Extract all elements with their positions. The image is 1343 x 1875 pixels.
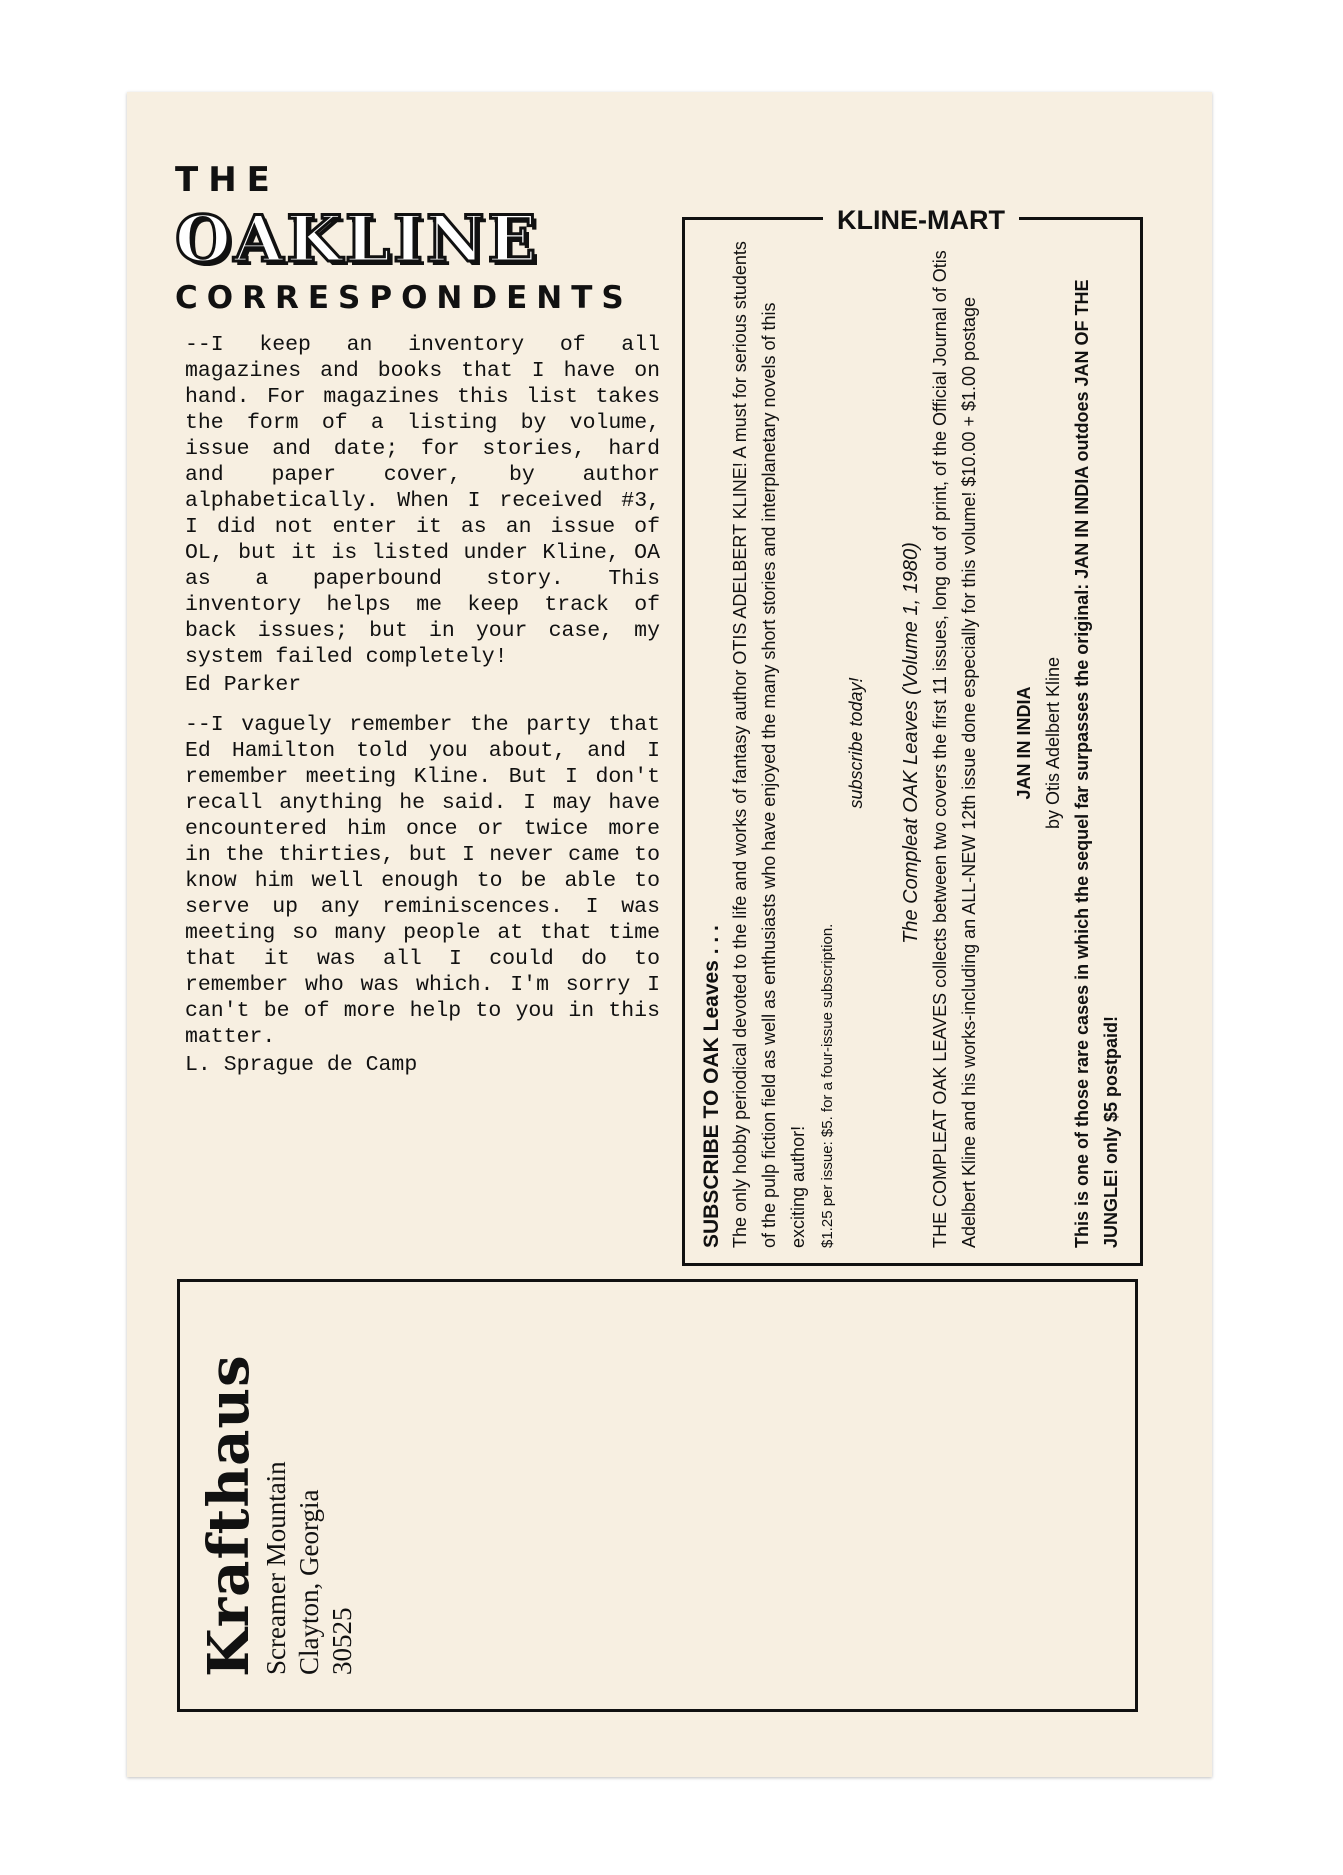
- subscribe-section: [697, 238, 871, 1248]
- address-line: Clayton, Georgia: [294, 1489, 324, 1675]
- jan-body: This is one of those rare cases in which the sequel far surpasses the original: JAN IN INDIA outdoes JAN OF THE JUNGLE! only $5 postpaid!: [1072, 279, 1121, 1248]
- title-correspondents: CORRESPONDENTS: [175, 280, 633, 316]
- letter-text: --I vaguely remember the party that Ed Hamilton told you about, and I remember meeting Kline. But I don't recall anything he said. I may have encountered him once or twice more in the thirties, but I never came to know him well enough to be able to serve up any reminiscences. I was meeting so many people at that time that it was all I could do to remember who was which. I'm sorry I can't be of more help to you in this matter.: [185, 713, 660, 1049]
- compleat-heading: The Compleat OAK Leaves (Volume 1, 1980): [900, 542, 922, 944]
- klinemart-ad-box: [682, 205, 1143, 1266]
- compleat-body: THE COMPLEAT OAK LEAVES collects between two covers the first 11 issues, long out of print, of the Official Journal of Otis Adelbert Kline and his works-including an ALL-NEW 12th issue done especially for this volume! $10.00 + $1.00 postage: [930, 250, 979, 1248]
- title-the: THE: [175, 160, 280, 200]
- subscribe-cta: subscribe today!: [846, 677, 866, 809]
- letter-signature: L. Sprague de Camp: [185, 1053, 418, 1077]
- address-line: Screamer Mountain: [261, 1461, 291, 1675]
- magazine-page: [127, 92, 1212, 1777]
- klinemart-rotated-content: [697, 238, 1127, 1248]
- letters-column: [185, 332, 660, 1092]
- krafthaus-ad-box: [177, 1279, 1138, 1712]
- jan-author: by Otis Adelbert Kline: [1043, 656, 1063, 830]
- letter-text: --I keep an inventory of all magazines and books that I have on hand. For magazines this list takes the form of a listing by volume, issue and date; for stories, hard and paper cover, by author alphabetically. When I received #3, I did not enter it as an issue of OL, but it is listed under Kline, OA as a paperbound story. This inventory helps me keep track of back issues; but in your case, my system failed completely!: [185, 333, 660, 669]
- title-oakline: OAKLINE: [175, 202, 540, 277]
- compleat-section: [897, 238, 984, 1248]
- subscribe-body: The only hobby periodical devoted to the life and works of fantasy author OTIS ADELBERT KLINE! A must for serious students of the pulp fiction field as well as enthusiasts who have enjoyed the many short stories and interplanetary novels of this exciting author!: [730, 241, 808, 1248]
- klinemart-title: KLINE-MART: [823, 206, 1019, 234]
- address-line: 30525: [327, 1607, 357, 1675]
- jan-title: JAN IN INDIA: [1014, 686, 1034, 800]
- letter-signature: Ed Parker: [185, 673, 302, 697]
- krafthaus-logo: Krafthaus: [196, 1354, 262, 1677]
- jan-section: [1010, 238, 1126, 1248]
- subscribe-price: $1.25 per issue: $5. for a four-issue subscription.: [819, 923, 836, 1248]
- krafthaus-rotated-content: [198, 1297, 378, 1677]
- subscribe-lead: SUBSCRIBE TO OAK Leaves . . .: [700, 925, 723, 1248]
